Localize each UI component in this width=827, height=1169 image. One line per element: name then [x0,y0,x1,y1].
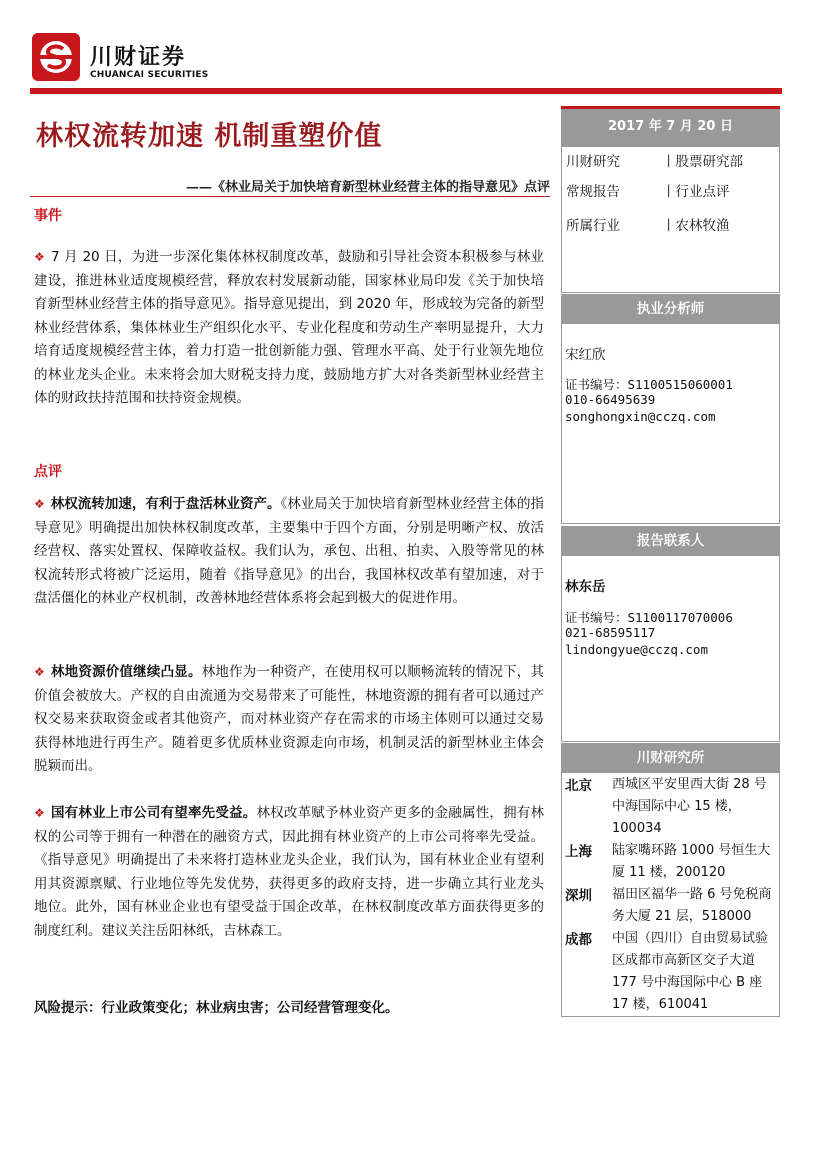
point-text: 《林业局关于加快培育新型林业经营主体的指导意见》明确提出加快林权制度改革，主要集中于四个方面，分别是明晰产权、放活经营权、落实处置权、保障收益权。我们认为，承包、出租、拍卖、入股等常见的林权流转形式将被广泛运用，随着《指导意见》的出台，我国林权改革有望加速，对于盘活僵化的林业产权机制，改善林地经营体系将会起到极大的促进作用。 [34,496,545,606]
comment-point [34,802,544,943]
contact-header: 报告联系人 [561,526,780,556]
event-text: 7 月 20 日，为进一步深化集体林权制度改革，鼓励和引导社会资本积极参与林业建设，推进林业适度规模经营，释放农村发展新动能，国家林业局印发《关于加快培育新型林业经营主体的指导意见》。指导意见提出，到 2020 年，形成较为完备的新型林业经营体系，集体林业生产组织化水平、专业化程度和劳动生产率明显提升，大力培育适度规模经营主体，着力打造一批创新能力强、管理水平高、处于行业领先地位的林业龙头企业。未来将会加大财税支持力度，鼓励地方扩大对各类新型林业经营主体的财政扶持范围和扶持资金规模。 [34,249,544,406]
office-address: 陆家嘴环路 1000 号恒生大厦 11 楼，200120 [612,843,771,880]
office-address: 福田区福华一路 6 号免税商务大厦 21 层，518000 [612,887,772,924]
contact-phone: 021-68595117 [565,625,656,640]
logo-name-cn: 川财证券 [90,45,187,70]
meta-row [566,150,743,170]
title-divider [30,196,550,197]
section-comment-heading: 点评 [34,464,62,480]
report-subtitle: ——《林业局关于加快培育新型林业经营主体的指导意见》点评 [185,180,550,195]
event-paragraph [34,246,544,411]
header-divider [30,88,782,94]
risk-warning: 风险提示：行业政策变化；林业病虫害；公司经营管理变化。 [34,1000,399,1016]
analyst-name: 宋红欣 [565,347,606,363]
meta-key: 所属行业 [566,218,620,234]
comment-point [34,661,544,779]
point-lead: 国有林业上市公司有望率先受益。 [50,805,257,821]
institute-header: 川财研究所 [561,743,780,773]
diamond-bullet-icon: ❖ [34,665,45,679]
chuancai-logo-icon [32,33,80,81]
meta-value: 丨行业点评 [662,184,730,200]
analyst-header: 执业分析师 [561,294,780,324]
analyst-email[interactable]: songhongxin@cczq.com [565,409,716,424]
meta-key: 常规报告 [566,184,620,200]
point-lead: 林权流转加速，有利于盘活林业资产。 [50,496,281,512]
analyst-phone: 010-66495639 [565,392,656,407]
meta-value: 丨股票研究部 [662,154,743,170]
contact-email[interactable]: lindongyue@cczq.com [565,642,708,657]
office-city: 深圳 [565,888,592,904]
analyst-cert: 证书编号：S1100515060001 [565,377,733,392]
office-city: 北京 [565,778,592,794]
logo-name-en: CHUANCAI SECURITIES [90,70,209,80]
report-date: 2017 年 7 月 20 日 [561,106,780,146]
point-text: 林权改革赋予林业资产更多的金融属性，拥有林权的公司等于拥有一种潜在的融资方式，因此拥有林业资产的上市公司将率先受益。《指导意见》明确提出了未来将打造林业龙头企业，我们认为，国有林业企业有望利用其资源禀赋、行业地位等先发优势，获得更多的政府支持，进一步确立其行业龙头地位。此外，国有林业企业也有望受益于国企改革，在林权制度改革方面获得更多的制度红利。建议关注岳阳林纸，吉林森工。 [34,805,545,939]
office-address: 中国（四川）自由贸易试验区成都市高新区交子大道 177 号中海国际中心 B 座 17 楼，610041 [612,931,769,1012]
meta-row [566,180,730,200]
office-city: 上海 [565,844,592,860]
section-event-heading: 事件 [34,208,62,224]
diamond-bullet-icon: ❖ [34,497,45,511]
office-address: 西城区平安里西大街 28 号中海国际中心 15 楼，100034 [612,777,767,836]
meta-row [566,214,730,234]
contact-name: 林东岳 [565,579,606,595]
point-text: 林地作为一种资产，在使用权可以顺畅流转的情况下，其价值会被放大。产权的自由流通为交易带来了可能性，林地资源的拥有者可以通过产权交易来获取资金或者其他资产，而对林业资产存在需求的市场主体则可以通过交易获得林地进行再生产。随着更多优质林业资源走向市场，机制灵活的新型林业主体会脱颖而出。 [34,664,545,774]
comment-point [34,493,544,611]
contact-cert: 证书编号：S1100117070006 [565,610,733,625]
diamond-bullet-icon: ❖ [34,806,45,820]
report-title: 林权流转加速 机制重塑价值 [36,121,383,152]
meta-key: 川财研究 [566,154,620,170]
office-city: 成都 [565,932,592,948]
diamond-bullet-icon: ❖ [34,250,46,264]
point-lead: 林地资源价值继续凸显。 [50,664,202,680]
meta-value: 丨农林牧渔 [662,218,730,234]
